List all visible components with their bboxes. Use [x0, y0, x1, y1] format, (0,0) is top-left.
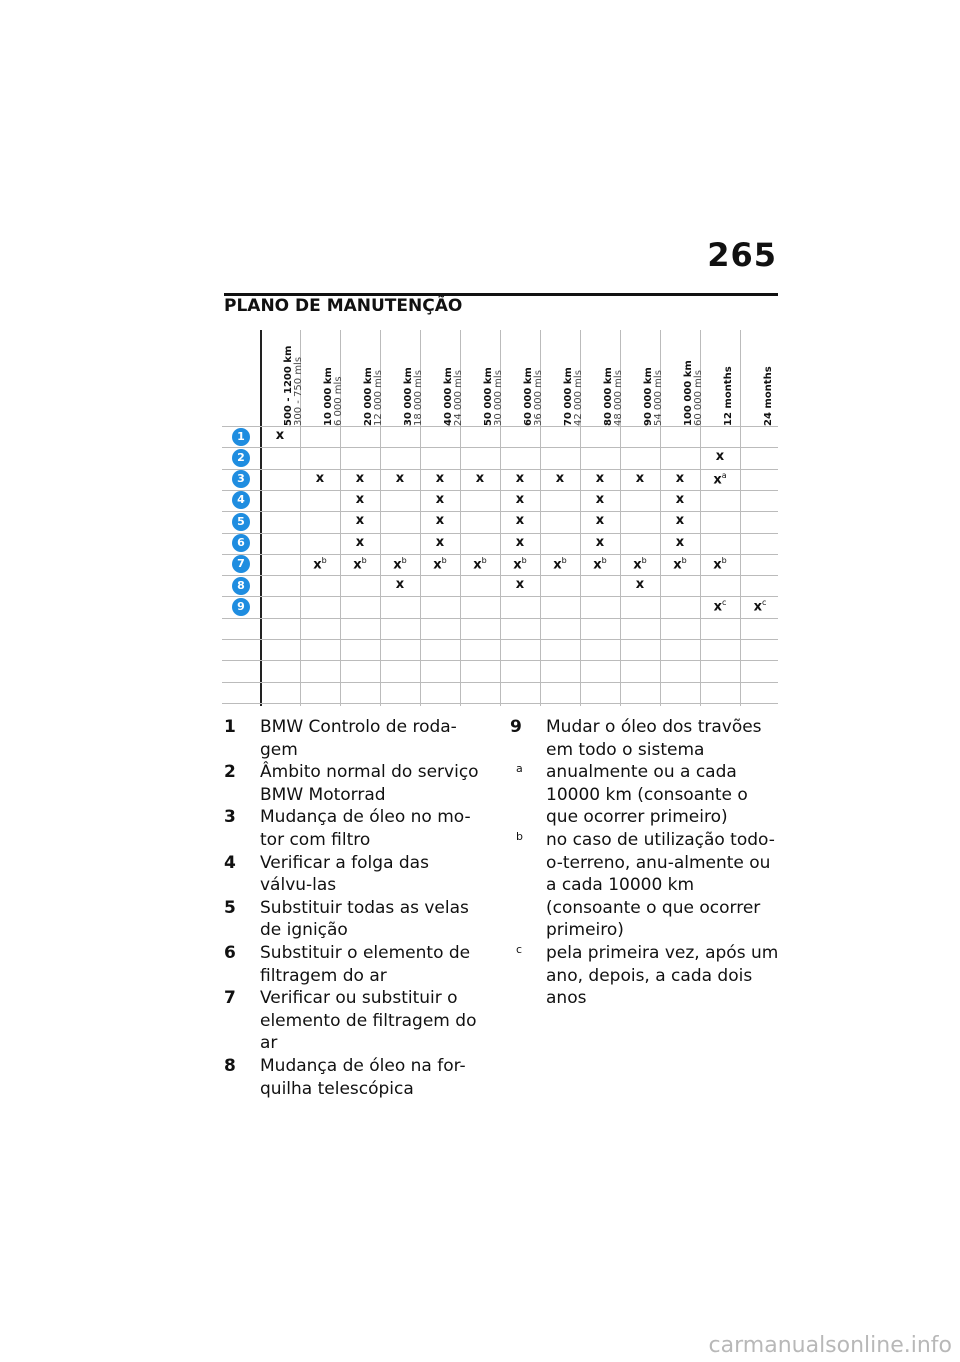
row-number-badge: 8 — [232, 577, 250, 595]
footnote-marker: c — [721, 598, 727, 608]
row-number-badge: 2 — [232, 449, 250, 467]
legend-item-text: BMW Controlo de roda-gem — [260, 717, 457, 760]
table-cell-mark: x — [475, 470, 485, 486]
column-header-miles: 18 000 mls — [413, 370, 424, 426]
legend-item-number: 8 — [224, 1055, 236, 1076]
column-header-km: 20 000 km — [363, 367, 374, 426]
table-cell-mark: x — [435, 513, 445, 529]
legend-item — [224, 942, 484, 987]
legend-item-number: 9 — [510, 717, 522, 737]
table-row-divider — [222, 596, 778, 597]
table-row-divider — [222, 660, 778, 661]
table-cell-mark: $x^b$ — [353, 555, 367, 573]
legend-item-number: a — [516, 762, 523, 776]
table-cell-mark: x — [515, 534, 525, 550]
column-header-km: 100 000 km — [683, 360, 694, 426]
footnote-marker: c — [761, 598, 767, 608]
footnote-marker: a — [721, 470, 727, 480]
row-number-badge: 1 — [232, 428, 250, 446]
table-cell-mark: x — [515, 513, 525, 529]
table-cell-mark: x — [635, 577, 645, 593]
table-cell-mark: x — [435, 534, 445, 550]
table-cell-mark: x — [355, 470, 365, 486]
column-header-km: 50 000 km — [483, 367, 494, 426]
table-cell-mark: x — [595, 534, 605, 550]
column-header-km: 70 000 km — [563, 367, 574, 426]
table-cell-mark: $x^b$ — [513, 555, 527, 573]
legend-item-text: anualmente ou a cada 10000 km (consoante o que ocorrer primeiro) — [546, 762, 748, 828]
column-header-km: 40 000 km — [443, 367, 454, 426]
table-cell-mark: $x^b$ — [713, 555, 727, 573]
legend-item-number: 2 — [224, 762, 236, 783]
footnote-marker: b — [441, 555, 447, 565]
footnote-marker: b — [641, 555, 647, 565]
column-header-miles: 12 000 mls — [373, 370, 384, 426]
column-header-miles: 60 000 mls — [693, 370, 704, 426]
table-cell-mark: x — [395, 470, 405, 486]
footnote-marker: b — [601, 555, 607, 565]
column-header-km: 60 000 km — [523, 367, 534, 426]
column-header — [643, 367, 664, 426]
table-cell-mark: x — [355, 491, 365, 507]
legend-item-number: 6 — [224, 942, 236, 963]
column-header-miles: 54 000 mls — [653, 370, 664, 426]
legend-item-text: Substituir o elemento de filtragem do ar — [260, 942, 471, 986]
footnote-marker: b — [481, 555, 487, 565]
watermark: carmanualsonline.info — [708, 1333, 952, 1358]
footnote-marker: b — [521, 555, 527, 565]
table-row-divider — [222, 554, 778, 555]
column-header-miles: 48 000 mls — [613, 370, 624, 426]
table-row-divider — [222, 447, 778, 448]
table-row-divider — [222, 511, 778, 512]
table-cell-mark: $x^b$ — [553, 555, 567, 573]
legend-item-text: no caso de utilização todo-o-terreno, anu-almente ou a cada 10000 km (consoante o que ocorrer primeiro) — [546, 829, 775, 941]
column-header — [763, 366, 774, 426]
legend-item — [510, 716, 780, 761]
page-title: PLANO DE MANUTENÇÃO — [224, 296, 463, 316]
legend-item-number: c — [516, 942, 523, 956]
table-cell-mark: x — [675, 491, 685, 507]
footnote-marker: b — [721, 555, 727, 565]
column-header-km: 80 000 km — [603, 367, 614, 426]
table-row-divider — [222, 469, 778, 470]
table-row-divider — [222, 426, 778, 427]
table-cell-mark: x — [395, 577, 405, 593]
table-column-divider — [260, 330, 262, 706]
column-header — [523, 367, 544, 426]
table-cell-mark: $x^b$ — [633, 555, 647, 573]
legend-item-number: b — [516, 829, 523, 843]
table-cell-mark: x — [315, 470, 325, 486]
table-cell-mark: $x^c$ — [753, 598, 767, 615]
row-number-badge: 4 — [232, 491, 250, 509]
column-header-km: 12 months — [723, 366, 734, 426]
table-cell-mark: x — [635, 470, 645, 486]
table-cell-mark: x — [595, 470, 605, 486]
legend-item — [224, 716, 484, 761]
legend-item — [224, 1055, 484, 1100]
legend-item-text: pela primeira vez, após um ano, depois, a cada dois anos — [546, 942, 779, 1009]
table-cell-mark: x — [515, 577, 525, 593]
legend-item — [224, 897, 484, 942]
row-number-badge: 3 — [232, 470, 250, 488]
column-header — [283, 345, 304, 426]
legend-item-text: Mudança de óleo no mo-tor com filtro — [260, 807, 471, 850]
column-header-miles: 42 000 mls — [573, 370, 584, 426]
column-header-miles: 30 000 mls — [493, 370, 504, 426]
row-number-badge: 5 — [232, 513, 250, 531]
column-header — [363, 367, 384, 426]
maintenance-table — [222, 330, 778, 706]
column-header — [603, 367, 624, 426]
legend-item-text: Substituir todas as velas de ignição — [260, 897, 469, 941]
column-header — [723, 366, 734, 426]
column-header-km: 500 - 1200 km — [283, 345, 294, 426]
legend-item — [224, 987, 484, 1055]
column-header — [323, 367, 344, 426]
table-row-divider — [222, 639, 778, 640]
table-cell-mark: x — [715, 449, 725, 465]
column-header-km: 30 000 km — [403, 367, 414, 426]
footnote-marker: b — [681, 555, 687, 565]
table-cell-mark: $x^b$ — [473, 555, 487, 573]
legend-right — [510, 716, 780, 1010]
column-header — [443, 367, 464, 426]
row-number-badge: 7 — [232, 555, 250, 573]
column-header-miles: 6 000 mls — [333, 376, 344, 426]
legend-item — [224, 852, 484, 897]
table-row-divider — [222, 490, 778, 491]
table-cell-mark: x — [555, 470, 565, 486]
column-header — [403, 367, 424, 426]
table-cell-mark: $x^c$ — [713, 598, 727, 615]
column-header-km: 90 000 km — [643, 367, 654, 426]
table-cell-mark: x — [355, 513, 365, 529]
table-cell-mark: x — [355, 534, 365, 550]
table-cell-mark: $x^a$ — [713, 470, 727, 487]
legend-item-text: Verificar ou substituir o elemento de filtragem do ar — [260, 988, 477, 1054]
column-header — [683, 360, 704, 426]
page-number: 265 — [707, 236, 777, 274]
legend-item-text: Mudança de óleo na for-quilha telescópica — [260, 1055, 466, 1099]
table-cell-mark: x — [595, 513, 605, 529]
footnote-marker: b — [561, 555, 567, 565]
legend-item — [510, 761, 780, 829]
column-header-km: 10 000 km — [323, 367, 334, 426]
table-cell-mark: $x^b$ — [433, 555, 447, 573]
legend-item-number: 4 — [224, 852, 236, 873]
row-number-badge: 6 — [232, 534, 250, 552]
column-header-miles: 300 - 750 mls — [293, 356, 304, 426]
legend-item — [510, 829, 780, 942]
column-header — [483, 367, 504, 426]
table-cell-mark: $x^b$ — [593, 555, 607, 573]
footnote-marker: b — [361, 555, 367, 565]
legend-item-text: Verificar a folga das válvu-las — [260, 852, 429, 896]
legend-item-text: Âmbito normal do serviço BMW Motorrad — [260, 762, 479, 805]
legend-left — [224, 716, 484, 1100]
table-row-divider — [222, 575, 778, 576]
table-cell-mark: x — [435, 491, 445, 507]
table-row-divider — [222, 533, 778, 534]
footnote-marker: b — [321, 555, 327, 565]
legend-item — [224, 806, 484, 851]
table-row-divider — [222, 682, 778, 683]
row-number-badge: 9 — [232, 598, 250, 616]
table-cell-mark: x — [675, 534, 685, 550]
table-cell-mark: $x^b$ — [393, 555, 407, 573]
legend-item — [224, 761, 484, 806]
table-cell-mark: x — [675, 470, 685, 486]
table-row-divider — [222, 618, 778, 619]
column-header — [563, 367, 584, 426]
table-cell-mark: $x^b$ — [673, 555, 687, 573]
table-column-divider — [740, 330, 741, 706]
column-header-miles: 24 000 mls — [453, 370, 464, 426]
table-cell-mark: x — [675, 513, 685, 529]
legend-item-number: 1 — [224, 717, 236, 737]
column-header-miles: 36 000 mls — [533, 370, 544, 426]
column-header-km: 24 months — [763, 366, 774, 426]
table-cell-mark: x — [515, 470, 525, 486]
table-cell-mark: x — [595, 491, 605, 507]
legend-item-number: 5 — [224, 897, 236, 918]
legend-item-text: Mudar o óleo dos travões em todo o sistema — [546, 717, 762, 760]
table-cell-mark: $x^b$ — [313, 555, 327, 573]
legend-item — [510, 942, 780, 1010]
table-cell-mark: x — [435, 470, 445, 486]
legend-item-number: 7 — [224, 988, 236, 1009]
table-cell-mark: x — [515, 491, 525, 507]
legend-item-number: 3 — [224, 807, 236, 828]
footnote-marker: b — [401, 555, 407, 565]
table-row-divider — [222, 703, 778, 704]
table-cell-mark: x — [275, 428, 285, 443]
